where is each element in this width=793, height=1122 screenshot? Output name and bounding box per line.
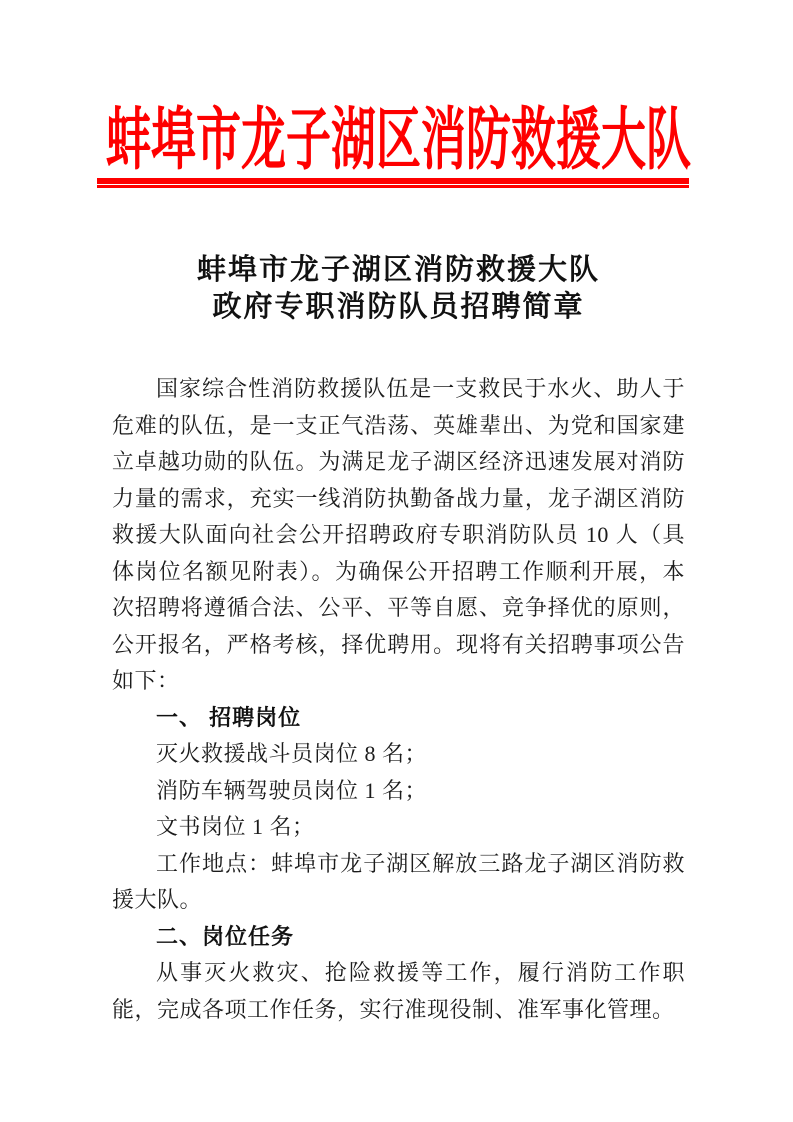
- letterhead-title: 蚌埠市龙子湖区消防救援大队: [106, 98, 692, 180]
- job-item-driver: 消防车辆驾驶员岗位 1 名；: [156, 777, 428, 803]
- page-content: [106, 88, 692, 1028]
- job-item-clerk: 文书岗位 1 名；: [156, 814, 315, 839]
- section-2-heading: 二、岗位任务: [156, 923, 295, 949]
- document-title: [112, 252, 685, 326]
- red-letterhead-banner: [106, 88, 692, 180]
- document-title-line1: 蚌埠市龙子湖区消防救援大队: [196, 254, 600, 286]
- document-title-line2: 政府专职消防队员招聘简章: [212, 291, 585, 323]
- job-item-firefighter: 灭火救援战斗员岗位 8 名；: [156, 741, 428, 766]
- intro-paragraph: 国家综合性消防救援队伍是一支救民于水火、助人于危难的队伍，是一支正气浩荡、英雄辈出、为党和国家建立卓越功勋的队伍。为满足龙子湖区经济迅速发展对消防力量的需求，充实一线消防执勤备战力量，龙子湖区消防救援大队面向社会公开招聘政府专职消防队员 10 人（具体岗位名额见附表）。为确保公开招聘工作顺利开展，本次招聘将遵循合法、公平、平等自愿、竞争择优的原则，公开报名，严格考核，择优聘用。现将有关招聘事项公告如下：: [112, 376, 685, 693]
- section-1-heading: 一、 招聘岗位: [156, 704, 302, 730]
- document-body: [112, 371, 685, 1028]
- work-location-paragraph: 工作地点：蚌埠市龙子湖区解放三路龙子湖区消防救援大队。: [112, 850, 685, 912]
- duties-paragraph: 从事灭火救灾、抢险救援等工作，履行消防工作职能，完成各项工作任务，实行准现役制、准军事化管理。: [112, 960, 685, 1022]
